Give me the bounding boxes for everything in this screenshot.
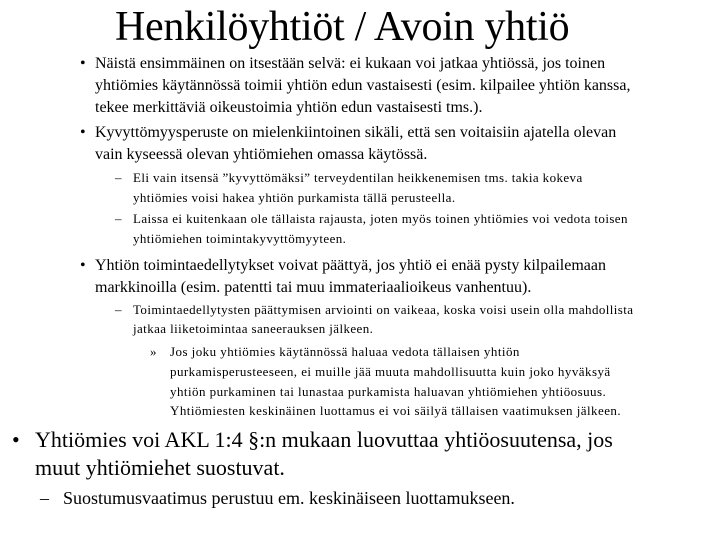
bullet-2-dash-2-line-2: yhtiömiehen toimintakyvyttömyyteen. bbox=[133, 231, 347, 246]
bullet-2-dash-1-line-2: yhtiömies voisi hakea yhtiön purkamista tällä perusteella. bbox=[133, 190, 456, 205]
sub-marker: » bbox=[150, 344, 157, 359]
main-dash-line-1: Suostumusvaatimus perustuu em. keskinäiseen luottamukseen. bbox=[63, 488, 515, 508]
bullet-1-line-1: Näistä ensimmäinen on itsestään selvä: ei kukaan voi jatkaa yhtiössä, jos toinen bbox=[95, 55, 606, 72]
bullet-3-dash-1-line-2: jatkaa liiketoimintaa saneerauksen jälkeen. bbox=[133, 321, 374, 336]
sub-point-line-3: yhtiön purkaminen tai lunastaa purkamista haluavan yhtiömiehen yhtiöosuus. bbox=[170, 384, 607, 399]
main-bullet-line-1: Yhtiömies voi AKL 1:4 §:n mukaan luovuttaa yhtiöosuutensa, jos bbox=[35, 427, 613, 452]
bullet-2-dash-2-line-1: Laissa ei kuitenkaan ole tällaista rajausta, joten myös toinen yhtiömies voi vedota toisen bbox=[133, 211, 628, 226]
sub-point-line-4: Yhtiömiesten keskinäinen luottamus ei voi säilyä tällaisen vaatimuksen jälkeen. bbox=[170, 403, 622, 418]
bullet-2-line-1: Kyvyttömyysperuste on mielenkiintoinen sikäli, että sen voitaisiin ajatella olevan bbox=[95, 124, 617, 141]
bullet-2-dash-1-line-1: Eli vain itsensä ”kyvyttömäksi” terveydentilan heikkenemisen tms. takia kokeva bbox=[133, 170, 583, 185]
bullet-2-line-2: vain kyseessä olevan yhtiömiehen omassa käytössä. bbox=[95, 146, 428, 163]
bullet-marker: • bbox=[80, 124, 86, 141]
bullet-1-line-2: yhtiömies käytännössä toimii yhtiön edun vastaisesti (esim. kilpailee yhtiön kanssa, bbox=[95, 77, 631, 94]
sub-point-line-1: Jos joku yhtiömies käytännössä haluaa vedota tällaisen yhtiön bbox=[170, 344, 520, 359]
dash-marker: – bbox=[40, 488, 49, 508]
sub-point-line-2: purkamisperusteeseen, ei muille jää muuta mahdollisuutta kuin joko hyväksyä bbox=[170, 364, 611, 379]
dash-marker: – bbox=[115, 302, 122, 317]
bullet-3-line-2: markkinoilla (esim. patentti tai muu immateriaalioikeus vanhentuu). bbox=[95, 279, 532, 296]
bullet-marker: • bbox=[12, 427, 20, 452]
bullet-marker: • bbox=[80, 257, 86, 274]
bullet-1-line-3: tekee merkittäviä oikeustoimia yhtiön edun vastaisesti tms.). bbox=[95, 99, 483, 116]
bullet-3-dash-1-line-1: Toimintaedellytysten päättymisen arviointi on vaikeaa, koska voisi usein olla mahdollista bbox=[133, 302, 634, 317]
dash-marker: – bbox=[115, 211, 122, 226]
bullet-marker: • bbox=[80, 55, 86, 72]
dash-marker: – bbox=[115, 170, 122, 185]
bullet-3-line-1: Yhtiön toimintaedellytykset voivat päättyä, jos yhtiö ei enää pysty kilpailemaan bbox=[95, 257, 606, 274]
main-bullet-line-2: muut yhtiömiehet suostuvat. bbox=[35, 455, 285, 480]
slide-title: Henkilöyhtiöt / Avoin yhtiö bbox=[115, 4, 570, 50]
